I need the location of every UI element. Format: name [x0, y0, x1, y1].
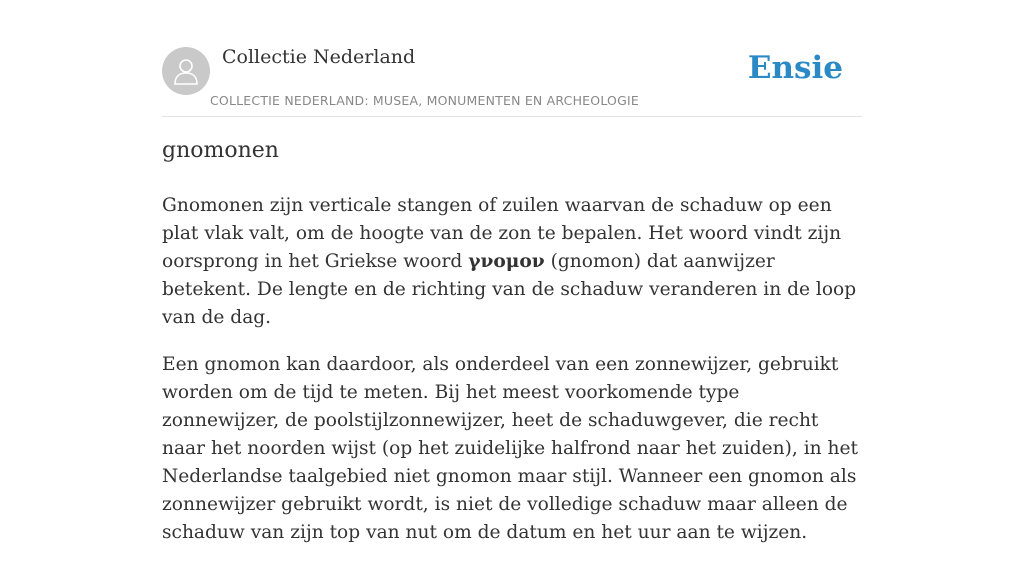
- user-icon: [171, 56, 201, 86]
- paragraph-1: [162, 192, 862, 332]
- collection-name[interactable]: COLLECTIE NEDERLAND: MUSEA, MONUMENTEN EN ARCHEOLOGIE: [210, 93, 639, 108]
- paragraph-1-text-start: Gnomonen zijn verticale stangen of zuilen waarvan de schaduw op een plat vlak valt, om de hoogte van de zon te bepalen. Het woord vindt zijn oorsprong in het Griekse woord: [162, 195, 842, 272]
- paragraph-2: Een gnomon kan daardoor, als onderdeel van een zonnewijzer, gebruikt worden om de tijd te meten. Bij het meest voorkomende type zonnewijzer, de poolstijlzonnewijzer, heet de schaduwgever, die recht naar het noorden wijst (op het zuidelijke halfrond naar het zuiden), in het Nederlandse taalgebied niet gnomon maar stijl. Wanneer een gnomon als zonnewijzer gebruikt wordt, is niet de volledige schaduw maar alleen de schaduw van zijn top van nut om de datum en het uur aan te wijzen.: [162, 354, 859, 543]
- page-title: gnomonen: [162, 138, 279, 163]
- greek-word: γνομον: [468, 251, 545, 272]
- article-body: [162, 192, 862, 566]
- header: [162, 40, 862, 117]
- avatar[interactable]: [162, 47, 210, 95]
- paragraph-1-text-end: (gnomon) dat aanwijzer betekent. De lengte en de richting van de schaduw veranderen in de loop van de dag.: [162, 251, 857, 328]
- ensie-logo[interactable]: Ensie: [747, 50, 843, 86]
- author-name[interactable]: Collectie Nederland: [222, 46, 416, 68]
